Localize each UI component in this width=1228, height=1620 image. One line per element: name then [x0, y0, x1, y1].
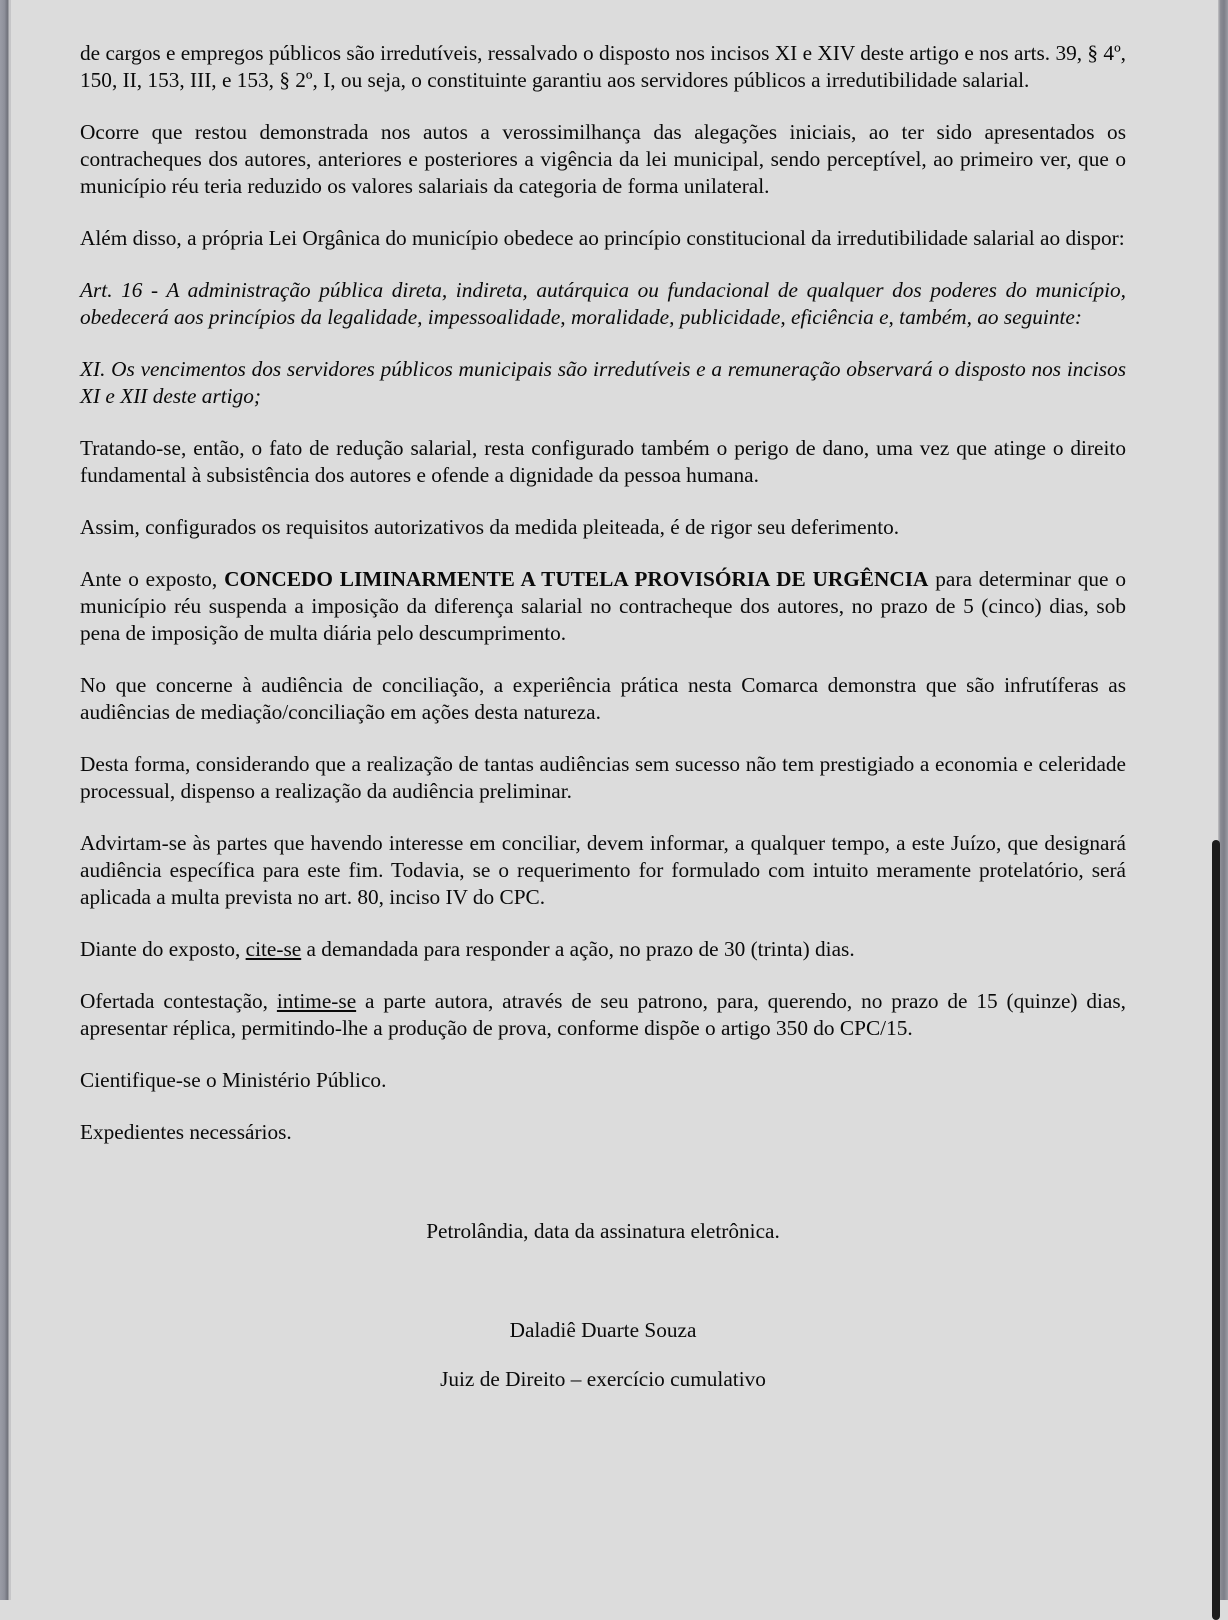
paragraph-ruling: [80, 566, 1126, 647]
signature-role: Juiz de Direito – exercício cumulativo: [440, 1367, 766, 1391]
paragraph-summons: [80, 988, 1126, 1042]
paragraph-requirements: Assim, configurados os requisitos autorizativos da medida pleiteada, é de rigor seu deferimento.: [80, 515, 900, 539]
place-date: Petrolândia, data da assinatura eletrônica.: [426, 1219, 780, 1243]
paragraph-expedients: Expedientes necessários.: [80, 1120, 292, 1144]
paragraph-organic-law: Além disso, a própria Lei Orgânica do município obedece ao princípio constitucional da irredutibilidade salarial ao dispor:: [80, 226, 1125, 250]
document-page: [80, 40, 1126, 1393]
quote-art-16: Art. 16 - A administração pública direta, indireta, autárquica ou fundacional de qualquer dos poderes do município, obedecerá aos princípios da legalidade, impessoalidade, moralidade, publicidade, eficiência e, também, ao seguinte:: [80, 278, 1126, 329]
paragraph-citation: [80, 936, 1126, 963]
paragraph-dispense-hearing: Desta forma, considerando que a realização de tantas audiências sem sucesso não tem prestigiado a economia e celeridade processual, dispenso a realização da audiência preliminar.: [80, 752, 1126, 803]
left-window-edge: [0, 0, 9, 1600]
paragraph-warning: Advirtam-se às partes que havendo interesse em conciliar, devem informar, a qualquer tempo, a este Juízo, que designará audiência específica para este fim. Todavia, se o requerimento for formulado com intuito meramente protelatório, será aplicada a multa prevista no art. 80, inciso IV do CPC.: [80, 831, 1126, 909]
citation-intro: Diante do exposto,: [80, 937, 246, 961]
vertical-scrollbar-thumb[interactable]: [1212, 840, 1220, 1620]
ruling-decision-bold: CONCEDO LIMINARMENTE A TUTELA PROVISÓRIA DE URGÊNCIA: [224, 567, 929, 591]
paragraph-danger: Tratando-se, então, o fato de redução salarial, resta configurado também o perigo de dano, uma vez que atinge o direito fundamental à subsistência dos autores e ofende a dignidade da pessoa humana.: [80, 436, 1126, 487]
signature-name: Daladiê Duarte Souza: [509, 1318, 697, 1342]
paragraph-public-ministry: Cientifique-se o Ministério Público.: [80, 1068, 387, 1092]
summons-detail: a parte autora, através de seu patrono, para, querendo, no prazo de 15 (quinze) dias, apresentar réplica, permitindo-lhe a produção de prova, conforme dispõe o artigo 350 do CPC/15.: [80, 989, 1126, 1040]
ruling-intro: Ante o exposto,: [80, 567, 225, 591]
citation-underlined: cite-se: [245, 937, 302, 961]
paragraph-verisimilitude: Ocorre que restou demonstrada nos autos a verossimilhança das alegações iniciais, ao ter sido apresentados os contracheques dos autores, anteriores e posteriores a vigência da lei municipal, sendo perceptível, ao primeiro ver, que o município réu teria reduzido os valores salariais da categoria de forma unilateral.: [80, 120, 1126, 198]
paragraph-salary-irreducibility: de cargos e empregos públicos são irredutíveis, ressalvado o disposto nos incisos XI e XIV deste artigo e nos arts. 39, § 4º, 150, II, 153, III, e 153, § 2º, I, ou seja, o constituinte garantiu aos servidores públicos a irredutibilidade salarial.: [80, 41, 1126, 92]
summons-intro: Ofertada contestação,: [80, 989, 277, 1013]
left-page-border: [9, 0, 11, 1600]
summons-underlined: intime-se: [276, 989, 357, 1013]
ruling-detail: para determinar que o município réu suspenda a imposição da diferença salarial no contracheque dos autores, no prazo de 5 (cinco) dias, sob pena de imposição de multa diária pelo descumprimento.: [80, 567, 1126, 645]
paragraph-conciliation: No que concerne à audiência de conciliação, a experiência prática nesta Comarca demonstra que são infrutíferas as audiências de mediação/conciliação em ações desta natureza.: [80, 673, 1126, 724]
quote-inciso-xi: XI. Os vencimentos dos servidores públicos municipais são irredutíveis e a remuneração observará o disposto nos incisos XI e XII deste artigo;: [80, 357, 1126, 408]
citation-detail: a demandada para responder a ação, no prazo de 30 (trinta) dias.: [301, 937, 855, 961]
